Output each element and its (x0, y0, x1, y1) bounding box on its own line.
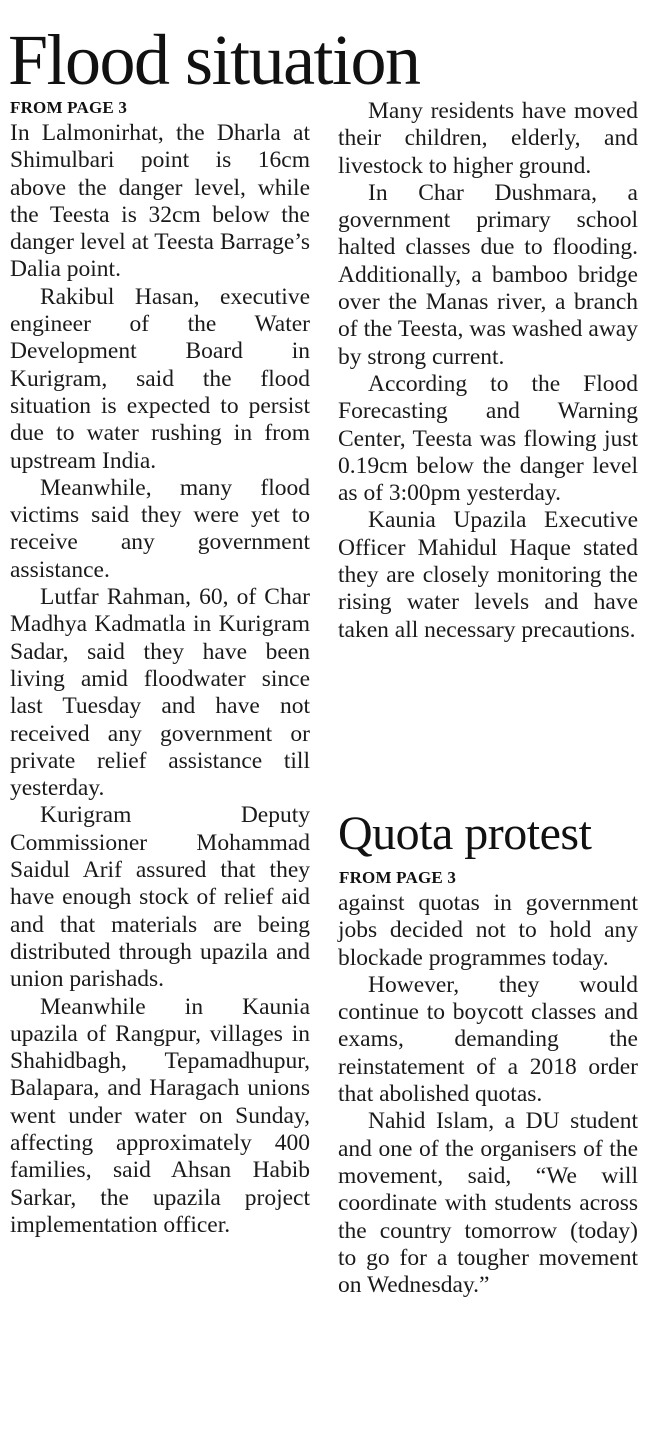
article-paragraph: Meanwhile in Kaunia upazila of Rangpur, villages in Shahidbagh, Tepamadhupur, Balapara, and Haragach unions went under water on Sunday, affecting approximately 400 families, said Ahsan Habib Sarkar, the upazila project implementation officer. (10, 993, 310, 1238)
article-paragraph: According to the Flood Forecasting and Warning Center, Teesta was flowing just 0.19cm below the danger level as of 3:00pm yesterday. (338, 370, 638, 507)
article-paragraph: against quotas in government jobs decided not to hold any blockade programmes today. (338, 890, 638, 971)
article-paragraph: Kaunia Upazila Executive Officer Mahidul Haque stated they are closely monitoring the rising water levels and have taken all necessary precautions. (338, 507, 638, 643)
article-paragraph: Lutfar Rahman, 60, of Char Madhya Kadmatla in Kurigram Sadar, said they have been living amid floodwater since last Tuesday and have not received any government or private relief assistance till yesterday. (10, 584, 310, 802)
article-paragraph: Kurigram Deputy Commissioner Mohammad Saidul Arif assured that they have enough stock of relief aid and that materials are being distributed through upazila and union parishads. (10, 802, 310, 993)
article-paragraph: Nahid Islam, a DU student and one of the organisers of the movement, said, “We will coordinate with students across the country tomorrow (today) to go for a tougher movement on Wednesday.” (338, 1108, 638, 1299)
article-paragraph: Rakibul Hasan, executive engineer of the Water Development Board in Kurigram, said the flood situation is expected to persist due to water rushing in from upstream India. (10, 283, 310, 474)
flood-situation-column-2 (338, 98, 638, 644)
flood-situation-headline: Flood situation (8, 20, 420, 100)
article-paragraph: However, they would continue to boycott classes and exams, demanding the reinstatement of a 2018 order that abolished quotas. (338, 971, 638, 1108)
article-paragraph: In Char Dushmara, a government primary school halted classes due to flooding. Additionally, a bamboo bridge over the Manas river, a branch of the Teesta, was washed away by strong current. (338, 179, 638, 370)
quota-protest-jump-line: FROM PAGE 3 (339, 868, 457, 887)
quota-protest-column (338, 890, 638, 1299)
flood-situation-column-1 (10, 120, 310, 1239)
flood-situation-jump-line: FROM PAGE 3 (10, 98, 128, 117)
article-paragraph: Meanwhile, many flood victims said they were yet to receive any government assistance. (10, 474, 310, 583)
article-paragraph: In Lalmonirhat, the Dharla at Shimulbari point is 16cm above the danger level, while the Teesta is 32cm below the danger level at Teesta Barrage’s Dalia point. (10, 120, 310, 283)
quota-protest-headline: Quota protest (338, 807, 592, 860)
article-paragraph: Many residents have moved their children, elderly, and livestock to higher ground. (338, 98, 638, 179)
